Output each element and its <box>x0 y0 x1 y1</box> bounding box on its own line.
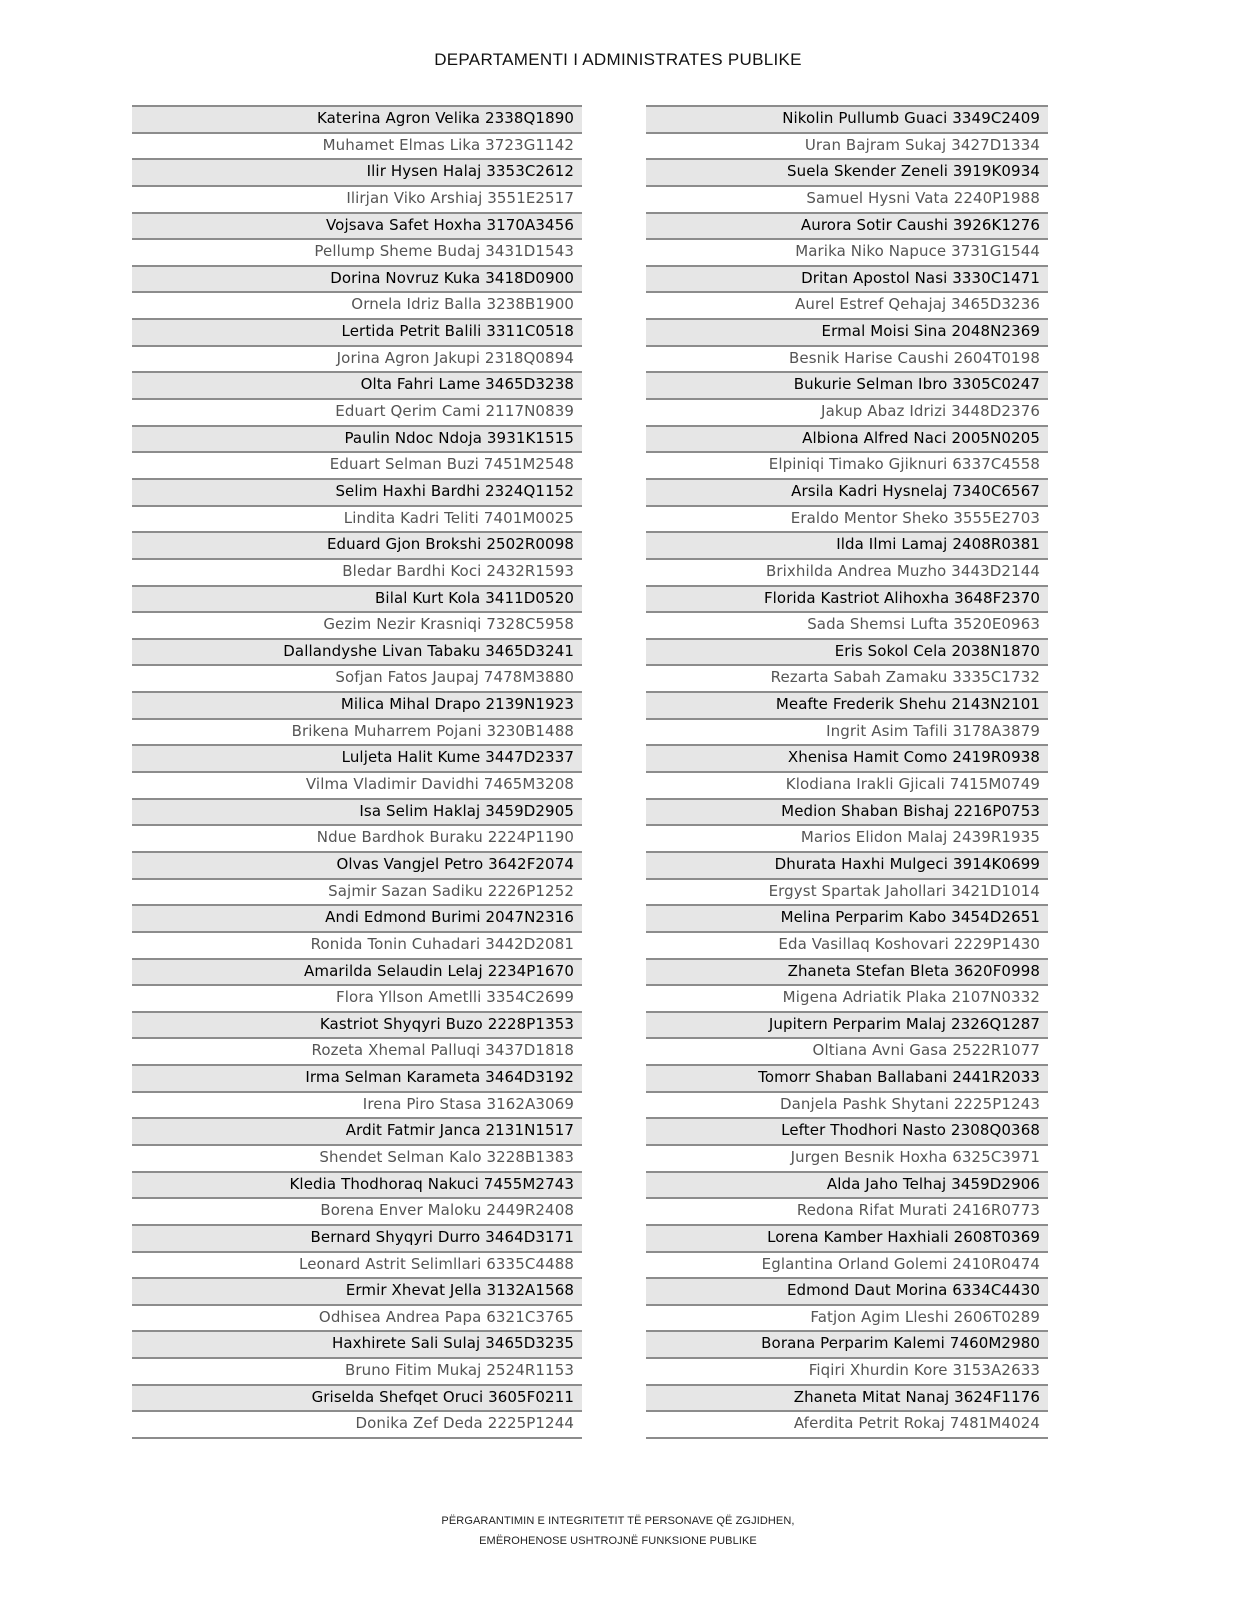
list-item: Zhaneta Stefan Bleta 3620F0998 <box>646 958 1048 985</box>
list-item: Aurora Sotir Caushi 3926K1276 <box>646 212 1048 239</box>
list-item: Eduart Selman Buzi 7451M2548 <box>132 451 582 478</box>
list-item: Ardit Fatmir Janca 2131N1517 <box>132 1117 582 1144</box>
list-item: Bilal Kurt Kola 3411D0520 <box>132 585 582 612</box>
list-item: Marika Niko Napuce 3731G1544 <box>646 238 1048 265</box>
list-item: Muhamet Elmas Lika 3723G1142 <box>132 132 582 159</box>
list-item: Pellump Sheme Budaj 3431D1543 <box>132 238 582 265</box>
list-item: Jakup Abaz Idrizi 3448D2376 <box>646 398 1048 425</box>
list-item: Lindita Kadri Teliti 7401M0025 <box>132 505 582 532</box>
list-item: Elpiniqi Timako Gjiknuri 6337C4558 <box>646 451 1048 478</box>
list-item: Dorina Novruz Kuka 3418D0900 <box>132 265 582 292</box>
list-item: Kastriot Shyqyri Buzo 2228P1353 <box>132 1011 582 1038</box>
list-item: Sada Shemsi Lufta 3520E0963 <box>646 611 1048 638</box>
list-item: Klodiana Irakli Gjicali 7415M0749 <box>646 771 1048 798</box>
list-item: Ergyst Spartak Jahollari 3421D1014 <box>646 878 1048 905</box>
list-item: Bernard Shyqyri Durro 3464D3171 <box>132 1224 582 1251</box>
list-end-divider <box>646 1437 1048 1442</box>
list-item: Ilir Hysen Halaj 3353C2612 <box>132 158 582 185</box>
list-item: Flora Yllson Ametlli 3354C2699 <box>132 984 582 1011</box>
list-item: Medion Shaban Bishaj 2216P0753 <box>646 798 1048 825</box>
list-item: Bukurie Selman Ibro 3305C0247 <box>646 371 1048 398</box>
list-item: Zhaneta Mitat Nanaj 3624F1176 <box>646 1384 1048 1411</box>
list-item: Rezarta Sabah Zamaku 3335C1732 <box>646 664 1048 691</box>
list-item: Migena Adriatik Plaka 2107N0332 <box>646 984 1048 1011</box>
list-item: Nikolin Pullumb Guaci 3349C2409 <box>646 105 1048 132</box>
list-item: Bruno Fitim Mukaj 2524R1153 <box>132 1357 582 1384</box>
list-item: Shendet Selman Kalo 3228B1383 <box>132 1144 582 1171</box>
list-item: Bledar Bardhi Koci 2432R1593 <box>132 558 582 585</box>
list-item: Eris Sokol Cela 2038N1870 <box>646 638 1048 665</box>
list-item: Uran Bajram Sukaj 3427D1334 <box>646 132 1048 159</box>
list-item: Paulin Ndoc Ndoja 3931K1515 <box>132 425 582 452</box>
list-item: Oltiana Avni Gasa 2522R1077 <box>646 1037 1048 1064</box>
list-item: Leonard Astrit Selimllari 6335C4488 <box>132 1251 582 1278</box>
list-item: Olta Fahri Lame 3465D3238 <box>132 371 582 398</box>
list-item: Danjela Pashk Shytani 2225P1243 <box>646 1091 1048 1118</box>
list-item: Albiona Alfred Naci 2005N0205 <box>646 425 1048 452</box>
list-item: Florida Kastriot Alihoxha 3648F2370 <box>646 585 1048 612</box>
list-item: Luljeta Halit Kume 3447D2337 <box>132 744 582 771</box>
list-item: Lertida Petrit Balili 3311C0518 <box>132 318 582 345</box>
list-item: Katerina Agron Velika 2338Q1890 <box>132 105 582 132</box>
list-end-divider <box>132 1437 582 1442</box>
list-item: Jurgen Besnik Hoxha 6325C3971 <box>646 1144 1048 1171</box>
list-item: Aferdita Petrit Rokaj 7481M4024 <box>646 1410 1048 1437</box>
list-item: Ornela Idriz Balla 3238B1900 <box>132 291 582 318</box>
list-item: Brixhilda Andrea Muzho 3443D2144 <box>646 558 1048 585</box>
list-item: Dritan Apostol Nasi 3330C1471 <box>646 265 1048 292</box>
page-title: DEPARTAMENTI I ADMINISTRATES PUBLIKE <box>434 50 802 69</box>
list-item: Irena Piro Stasa 3162A3069 <box>132 1091 582 1118</box>
list-item: Ingrit Asim Tafili 3178A3879 <box>646 718 1048 745</box>
list-item: Aurel Estref Qehajaj 3465D3236 <box>646 291 1048 318</box>
name-list-right <box>646 105 1048 1442</box>
list-item: Amarilda Selaudin Lelaj 2234P1670 <box>132 958 582 985</box>
list-item: Jorina Agron Jakupi 2318Q0894 <box>132 345 582 372</box>
list-item: Griselda Shefqet Oruci 3605F0211 <box>132 1384 582 1411</box>
list-item: Besnik Harise Caushi 2604T0198 <box>646 345 1048 372</box>
list-item: Borena Enver Maloku 2449R2408 <box>132 1197 582 1224</box>
list-item: Xhenisa Hamit Como 2419R0938 <box>646 744 1048 771</box>
list-item: Suela Skender Zeneli 3919K0934 <box>646 158 1048 185</box>
list-item: Marios Elidon Malaj 2439R1935 <box>646 824 1048 851</box>
list-item: Eda Vasillaq Koshovari 2229P1430 <box>646 931 1048 958</box>
name-list-left <box>132 105 582 1442</box>
list-item: Redona Rifat Murati 2416R0773 <box>646 1197 1048 1224</box>
list-item: Eduard Gjon Brokshi 2502R0098 <box>132 531 582 558</box>
list-item: Dhurata Haxhi Mulgeci 3914K0699 <box>646 851 1048 878</box>
list-item: Fatjon Agim Lleshi 2606T0289 <box>646 1304 1048 1331</box>
list-item: Selim Haxhi Bardhi 2324Q1152 <box>132 478 582 505</box>
list-item: Isa Selim Haklaj 3459D2905 <box>132 798 582 825</box>
list-item: Sofjan Fatos Jaupaj 7478M3880 <box>132 664 582 691</box>
list-item: Andi Edmond Burimi 2047N2316 <box>132 904 582 931</box>
list-item: Haxhirete Sali Sulaj 3465D3235 <box>132 1330 582 1357</box>
list-item: Vojsava Safet Hoxha 3170A3456 <box>132 212 582 239</box>
list-item: Ermir Xhevat Jella 3132A1568 <box>132 1277 582 1304</box>
list-item: Irma Selman Karameta 3464D3192 <box>132 1064 582 1091</box>
list-item: Odhisea Andrea Papa 6321C3765 <box>132 1304 582 1331</box>
list-item: Kledia Thodhoraq Nakuci 7455M2743 <box>132 1171 582 1198</box>
list-item: Sajmir Sazan Sadiku 2226P1252 <box>132 878 582 905</box>
list-item: Ermal Moisi Sina 2048N2369 <box>646 318 1048 345</box>
list-item: Olvas Vangjel Petro 3642F2074 <box>132 851 582 878</box>
list-item: Arsila Kadri Hysnelaj 7340C6567 <box>646 478 1048 505</box>
list-item: Ndue Bardhok Buraku 2224P1190 <box>132 824 582 851</box>
list-item: Ronida Tonin Cuhadari 3442D2081 <box>132 931 582 958</box>
list-item: Melina Perparim Kabo 3454D2651 <box>646 904 1048 931</box>
footer-line-1: PËRGARANTIMIN E INTEGRITETIT TË PERSONAVE QË ZGJIDHEN, <box>441 1515 795 1527</box>
list-item: Lefter Thodhori Nasto 2308Q0368 <box>646 1117 1048 1144</box>
list-item: Eduart Qerim Cami 2117N0839 <box>132 398 582 425</box>
list-item: Eraldo Mentor Sheko 3555E2703 <box>646 505 1048 532</box>
list-item: Tomorr Shaban Ballabani 2441R2033 <box>646 1064 1048 1091</box>
list-item: Samuel Hysni Vata 2240P1988 <box>646 185 1048 212</box>
list-item: Meafte Frederik Shehu 2143N2101 <box>646 691 1048 718</box>
list-item: Edmond Daut Morina 6334C4430 <box>646 1277 1048 1304</box>
list-item: Ilirjan Viko Arshiaj 3551E2517 <box>132 185 582 212</box>
list-item: Borana Perparim Kalemi 7460M2980 <box>646 1330 1048 1357</box>
list-item: Jupitern Perparim Malaj 2326Q1287 <box>646 1011 1048 1038</box>
list-item: Alda Jaho Telhaj 3459D2906 <box>646 1171 1048 1198</box>
footer-line-2: EMËROHENOSE USHTROJNË FUNKSIONE PUBLIKE <box>479 1535 757 1547</box>
list-item: Eglantina Orland Golemi 2410R0474 <box>646 1251 1048 1278</box>
list-item: Brikena Muharrem Pojani 3230B1488 <box>132 718 582 745</box>
list-item: Fiqiri Xhurdin Kore 3153A2633 <box>646 1357 1048 1384</box>
list-item: Dallandyshe Livan Tabaku 3465D3241 <box>132 638 582 665</box>
list-item: Vilma Vladimir Davidhi 7465M3208 <box>132 771 582 798</box>
list-item: Donika Zef Deda 2225P1244 <box>132 1410 582 1437</box>
list-item: Ilda Ilmi Lamaj 2408R0381 <box>646 531 1048 558</box>
list-item: Lorena Kamber Haxhiali 2608T0369 <box>646 1224 1048 1251</box>
list-item: Milica Mihal Drapo 2139N1923 <box>132 691 582 718</box>
list-item: Rozeta Xhemal Palluqi 3437D1818 <box>132 1037 582 1064</box>
list-item: Gezim Nezir Krasniqi 7328C5958 <box>132 611 582 638</box>
